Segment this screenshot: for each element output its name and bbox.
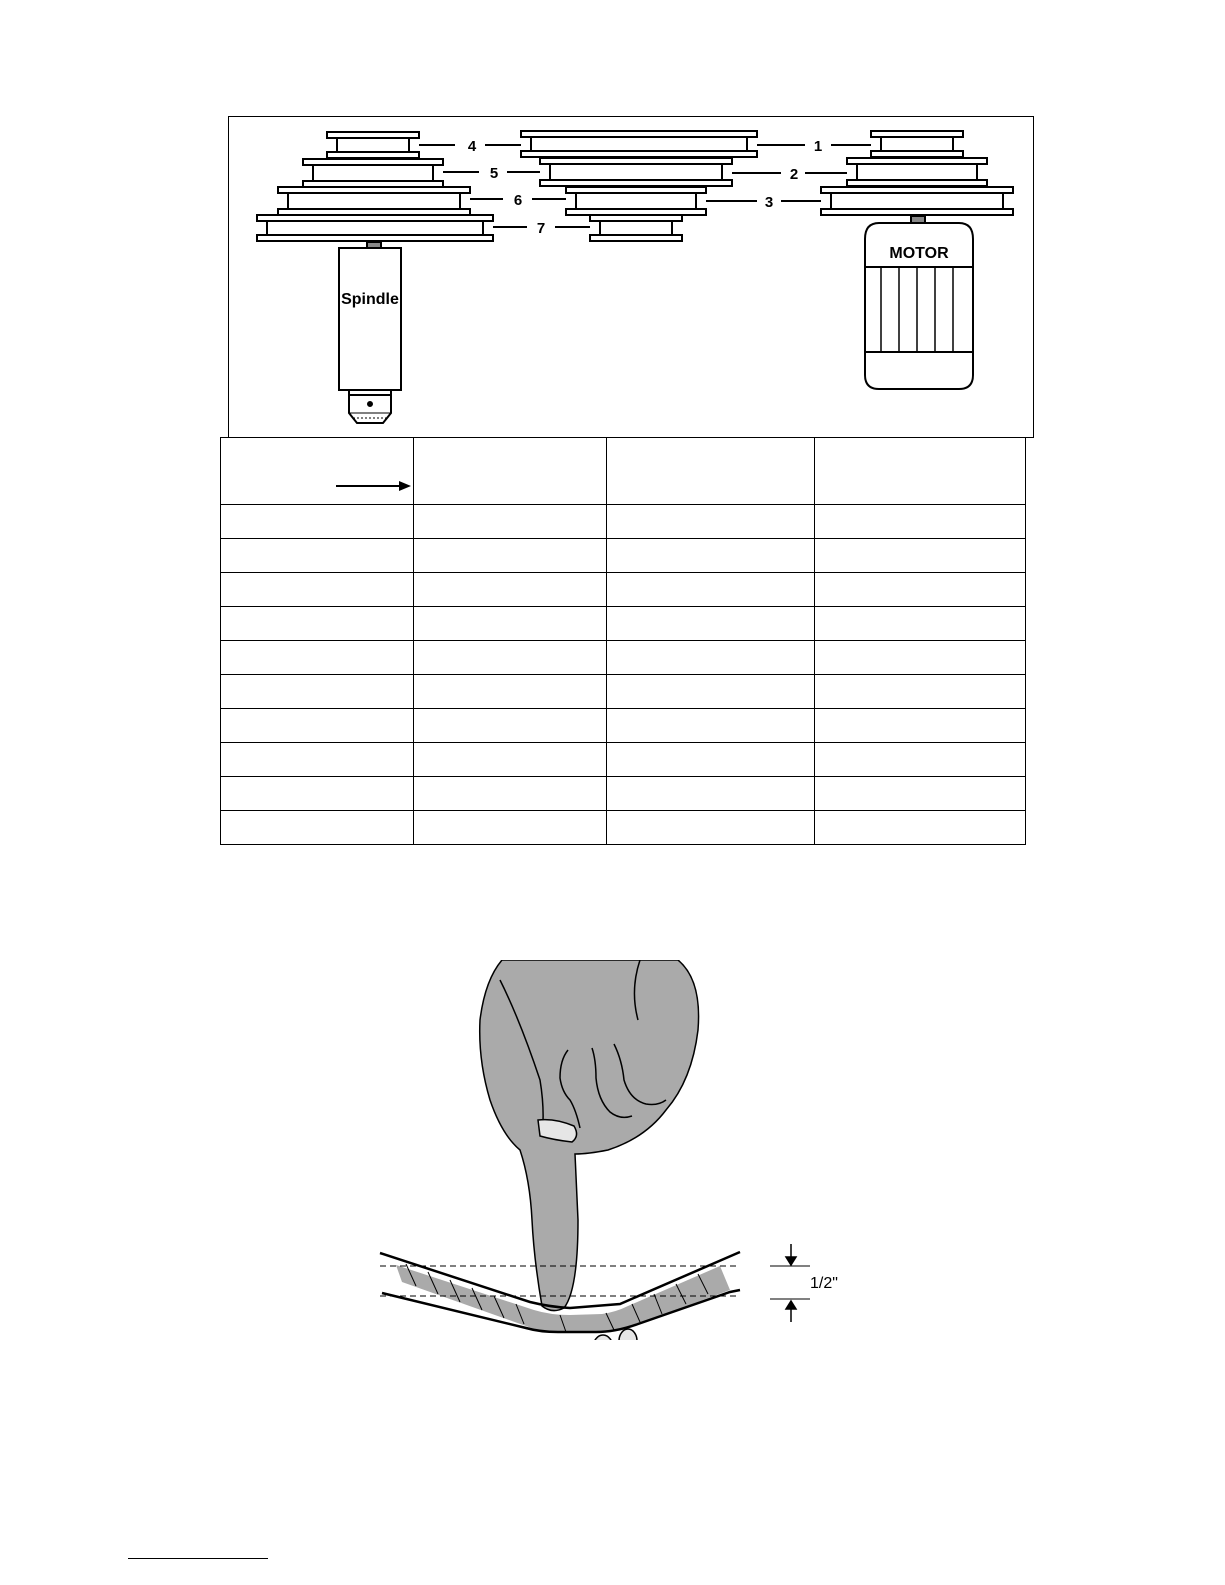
table-header-row [221,438,1026,505]
table-row [221,573,1026,607]
pulley-diagram-svg [229,117,1033,437]
table-header-cell [414,438,607,505]
table-header-cell [607,438,815,505]
table-cell [815,675,1026,709]
table-row [221,743,1026,777]
table-cell [221,573,414,607]
table-cell [815,641,1026,675]
table-cell [221,709,414,743]
table-cell [221,777,414,811]
table-cell [815,811,1026,845]
belt-tension-diagram [370,960,860,1340]
table-cell [607,709,815,743]
table-cell [414,505,607,539]
table-cell [607,505,815,539]
arrow-right-icon [221,438,413,504]
table-cell [607,607,815,641]
table-cell [815,505,1026,539]
idler-pulley [521,131,757,241]
table-cell [607,811,815,845]
table-cell [607,743,815,777]
table-row [221,641,1026,675]
table-row [221,811,1026,845]
table-header-cell [815,438,1026,505]
table-cell [414,777,607,811]
table-cell [414,709,607,743]
table-cell [414,675,607,709]
spindle-pulley [257,132,493,241]
table-cell [414,607,607,641]
belt-label-4: 4 [467,138,477,155]
table-cell [815,743,1026,777]
table-cell [221,539,414,573]
belt-label-2: 2 [789,166,799,183]
belt-label-1: 1 [813,138,823,155]
pulley-diagram [228,116,1034,438]
deflection-label: 1/2" [810,1275,838,1292]
table-cell [221,675,414,709]
table-cell [607,675,815,709]
table-row [221,505,1026,539]
dimension-arrows [786,1244,796,1322]
footnote-rule [128,1558,268,1559]
table-cell [815,607,1026,641]
table-cell [607,539,815,573]
table-cell [607,573,815,607]
belt-label-7: 7 [536,220,546,237]
table-cell [414,573,607,607]
table-header-cell [221,438,414,505]
table-cell [221,607,414,641]
motor-pulley [821,131,1013,215]
table-row [221,777,1026,811]
spindle-body [339,242,401,423]
belt-label-3: 3 [764,194,774,211]
table-cell [815,777,1026,811]
table-row [221,709,1026,743]
table-cell [221,743,414,777]
table-cell [607,641,815,675]
table-cell [414,539,607,573]
table-cell [607,777,815,811]
table-cell [815,573,1026,607]
table-cell [414,641,607,675]
motor-body [865,216,973,389]
table-row [221,675,1026,709]
table-cell [815,539,1026,573]
belt-label-5: 5 [489,165,499,182]
table-row [221,539,1026,573]
table-cell [221,641,414,675]
speed-table [220,437,1026,845]
table-row [221,607,1026,641]
table-cell [414,743,607,777]
table-cell [414,811,607,845]
motor-label: MOTOR [889,245,949,262]
table-cell [815,709,1026,743]
spindle-label: Spindle [341,291,399,308]
belt-label-6: 6 [513,192,523,209]
belt-tension-svg [370,960,860,1340]
table-cell [221,505,414,539]
table-cell [221,811,414,845]
